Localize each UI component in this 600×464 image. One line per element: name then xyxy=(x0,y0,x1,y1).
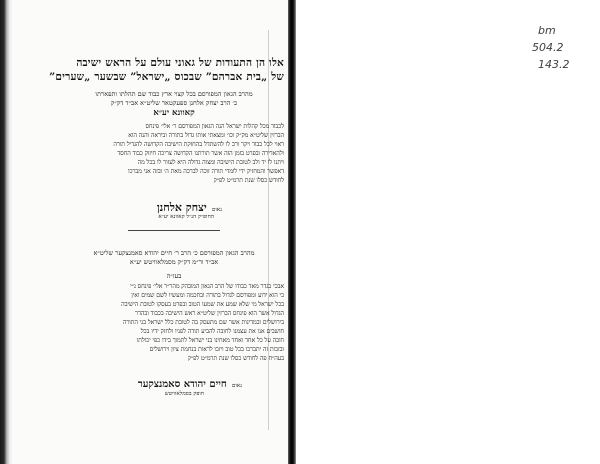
rabbi1-signature-title: החופ״ק הנ״ל קאוונא יע״א xyxy=(158,214,214,220)
rabbi1-signature-block xyxy=(157,198,222,214)
rabbi1-body-line: הברזין שליט״א מק״ק וכו׳ ומצאתי אותו גדול בתורה וביראה והנה הוא xyxy=(128,132,284,139)
rabbi2-body-line: חובה על כל אחד ואחד מאחינו בני ישראל לתמוך בידו כפי יכולתו xyxy=(136,337,284,344)
archive-shelfmark xyxy=(532,24,596,80)
rabbi2-signature-block xyxy=(138,374,242,390)
rabbi2-body-line: אבכי בגדר מאד כבודו של הרב הגאון המובהק מהר״ר אלי׳ פינחס נ״י xyxy=(130,283,284,290)
rabbi2-body-line: בכל ישראל מי שלא שמע את שמעו הטוב ובפרט בעסקו לטובת הישיבה xyxy=(121,301,284,308)
rabbi1-signature-prefix: נאום xyxy=(211,207,222,213)
rabbi2-body-line: ובזכות זה יתברכו בכל טוב ויזכו לראות בנחמת ציון וירושלים xyxy=(149,346,284,353)
rabbi2-body-line: בעה״ח פה לחודש כסלו שנת תרמ״ט לפ״ק xyxy=(187,355,284,362)
scanner-edge xyxy=(0,0,14,464)
shelfmark-line: 504.2 xyxy=(532,41,564,54)
rabbi2-signature-prefix: נאום xyxy=(231,383,242,389)
rabbi1-intro-2: כ׳ הרב יצחק אלחנן ספעקטאר שליט״א אב״ד דק״ק xyxy=(110,99,238,107)
rabbi1-body-line: לחודש כסלו שנת תרמ״ט לפ״ק xyxy=(213,177,284,184)
rabbi2-intro-2: אב״ד ור״מ דק״ק מסמלאוויטש יע״א xyxy=(129,258,219,266)
rabbi1-body-line: לכבוד מכל קהלות ישראל הנה הגאון המפורסם ר׳ אלי׳ פינחס xyxy=(145,123,284,130)
document-heading: אלו הן התעודות של גאוני עולם על הראש ישיבה xyxy=(76,57,284,69)
rabbi2-body-line: הגדול אשר הוא פינחס הברזין שליט״א ראש הישיבה בכבוד ובהדר xyxy=(135,310,284,317)
rabbi1-body-line: ראוי לכל כבוד ויקר ורב לו להשתדל בהחזקת הישיבה הקדושה להגדיל תורה xyxy=(113,141,284,148)
document-subheading: של „בית אברהם” שבכוס „ישראל” שבשער „שערים” xyxy=(49,71,284,83)
rabbi2-body-line: חושבים אנו את עצמנו לחובה להביע תודה לפניו ולחזק ידיו בכל xyxy=(140,328,284,335)
rabbi1-body-line: ויתנו לו יד ולב לטובת הישיבה ומצוה גדולה היא לעזור לו בכל מה xyxy=(137,159,284,166)
book-spine xyxy=(288,0,296,464)
rabbi1-signature: יצחק אלחנן xyxy=(156,201,207,214)
rabbi2-opening: בעז״ה xyxy=(166,272,182,280)
approbation-document xyxy=(49,57,284,418)
rabbi2-signature-title: חופק בסמלאוויטש xyxy=(164,391,204,397)
shelfmark-line: 143.2 xyxy=(538,58,570,71)
rabbi2-body-line: כי הוא ידוע ומפורסם לגדול בתורה ובחכמה ומעשיו לשם שמים ואין xyxy=(131,292,284,299)
rabbi1-body-line: דאפשר והמחזיק ידי לומדי תורה זוכה לברכה מאת ה׳ ובזה אני מברכו xyxy=(128,168,284,175)
rabbi2-body-line: בירושלים ובמדינות אשר שם מתעסק בה לטובת כלל ישראל בני התורה xyxy=(122,319,284,326)
rabbi1-city: קאוונא יע״א xyxy=(153,108,195,118)
shelfmark-line: bm xyxy=(538,24,556,37)
rabbi1-body-line: ולהאדירה ובפרט בזמן הזה אשר תורתנו הקדושה צריכה חיזוק כבוד החסד xyxy=(117,150,284,157)
rabbi1-intro-1: מהרב הגאון המפורסם בכל קצוי ארץ כבוד שם תהלתו ותפארתו xyxy=(95,90,253,98)
rabbi2-signature: חיים יהודא סאמנצקער xyxy=(137,379,227,390)
rabbi2-intro-1: מהרב הגאון המפורסם כ׳ הרב ר׳ חיים יהודא סאמנצקער שליט״א xyxy=(93,249,255,257)
section-divider xyxy=(128,230,220,231)
